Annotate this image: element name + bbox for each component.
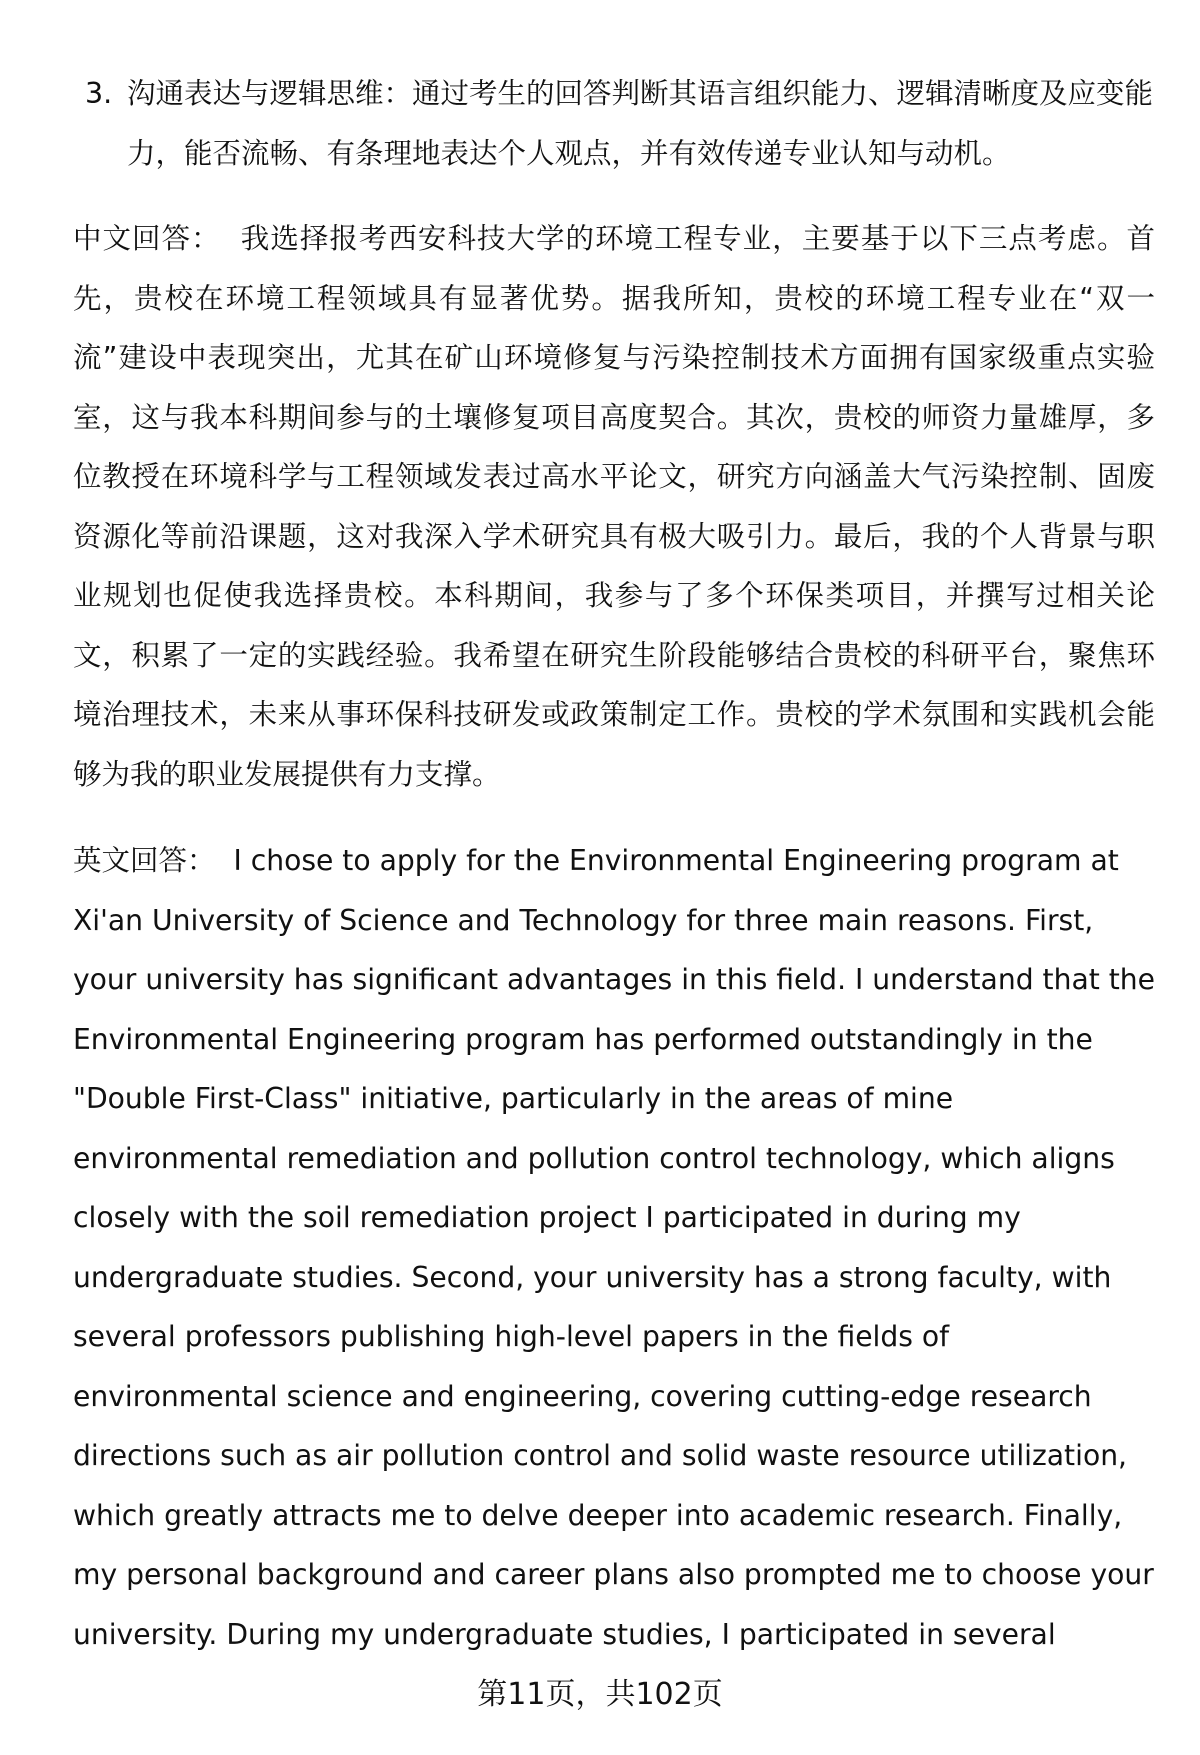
chinese-answer — [73, 209, 1155, 804]
english-answer-label: 英文回答： — [73, 844, 216, 877]
chinese-answer-text: 我选择报考西安科技大学的环境工程专业，主要基于以下三点考虑。首先，贵校在环境工程领域具有显著优势。据我所知，贵校的环境工程专业在“双一流”建设中表现突出，尤其在矿山环境修复与污染控制技术方面拥有国家级重点实验室，这与我本科期间参与的土壤修复项目高度契合。其次，贵校的师资力量雄厚，多位教授在环境科学与工程领域发表过高水平论文，研究方向涵盖大气污染控制、固废资源化等前沿课题，这对我深入学术研究具有极大吸引力。最后，我的个人背景与职业规划也促使我选择贵校。本科期间，我参与了多个环保类项目，并撰写过相关论文，积累了一定的实践经验。我希望在研究生阶段能够结合贵校的科研平台，聚焦环境治理技术，未来从事环保科技研发或政策制定工作。贵校的学术氛围和实践机会能够为我的职业发展提供有力支撑。 — [73, 222, 1155, 791]
english-answer-text: I chose to apply for the Environmental Engineering program at Xi'an University of Science and Technology for three main reasons. First, your university has significant advantages in this field. I understand that the Environmental Engineering program has performed outstandingly in the "Double First-Class" initiative, particularly in the areas of mine environmental remediation and pollution control technology, which aligns closely with the soil remediation project I participated in during my undergraduate studies. Second, your university has a strong faculty, with several professors publishing high-level papers in the fields of environmental science and engineering, covering cutting-edge research directions such as air pollution control and solid waste resource utilization, which greatly attracts me to delve deeper into academic research. Finally, my personal background and career plans also prompted me to choose your university. During my undergraduate studies, I participated in several — [73, 844, 1156, 1651]
chinese-answer-label: 中文回答： — [73, 222, 221, 255]
criterion-number: 3. — [85, 77, 113, 110]
criterion-text: 沟通表达与逻辑思维：通过考生的回答判断其语言组织能力、逻辑清晰度及应变能力，能否流畅、有条理地表达个人观点，并有效传递专业认知与动机。 — [127, 77, 1154, 170]
page-number-footer: 第11页，共102页 — [477, 1677, 723, 1712]
evaluation-criterion — [85, 64, 1155, 184]
english-answer — [73, 831, 1155, 1664]
